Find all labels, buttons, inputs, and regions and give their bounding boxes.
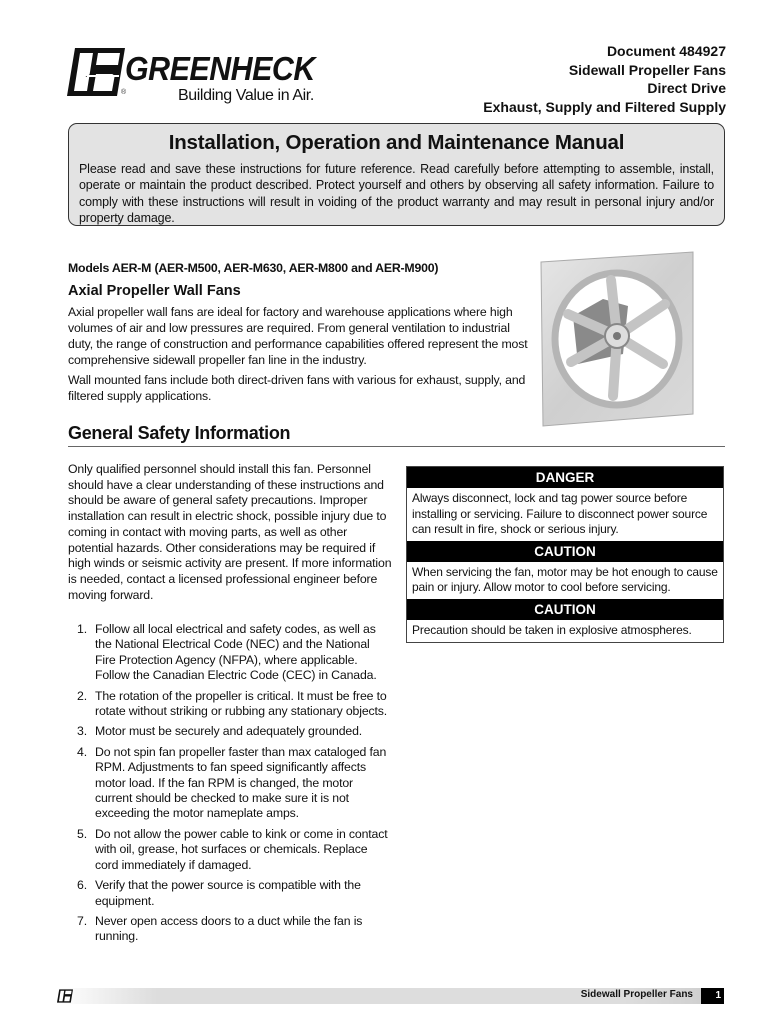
drive-type: Direct Drive (647, 80, 726, 96)
greenheck-logo (67, 46, 327, 108)
danger-header: DANGER (407, 467, 723, 488)
list-item: 6. Verify that the power source is compatible with the equipment. (77, 878, 361, 908)
caution-text: Precaution should be taken in explosive atmospheres. (407, 620, 723, 642)
axial-heading: Axial Propeller Wall Fans (68, 283, 241, 299)
list-item: 7. Never open access doors to a duct while the fan is running. (77, 913, 363, 944)
list-item: 2. The rotation of the propeller is critical. It must be free to rotate without striking or rubbing any stationary objects. (77, 688, 388, 719)
list-item: 4. Do not spin fan propeller faster than max cataloged fan RPM. Adjustments to fan speed significantly affects motor load. If the fan RPM is changed, the motor current should be checked to make sure it is not exceeding the motor nameplate amps. (77, 744, 387, 821)
footer-title: Sidewall Propeller Fans (580, 989, 693, 1000)
registered-mark: ® (121, 89, 127, 96)
safety-rules-list (68, 622, 393, 950)
page-number: 1 (701, 988, 724, 1004)
brand-tagline: Building Value in Air. (178, 87, 314, 104)
warning-box (406, 466, 724, 643)
wall-fan-image (533, 244, 713, 429)
applications: Exhaust, Supply and Filtered Supply (483, 98, 726, 115)
caution-header: CAUTION (407, 599, 723, 620)
axial-paragraph: Wall mounted fans include both direct-driven fans with various for exhaust, supply, and filtered supply applications. (68, 373, 526, 403)
brand-name: GREENHECK (125, 50, 315, 87)
safety-heading: General Safety Information (68, 423, 725, 447)
safety-intro: Only qualified personnel should install this fan. Personnel should have a clear understanding of these instructions and should be aware of general safety precautions. Improper installation can result in electric shock, possible injury due to coming in contact with moving parts, as well as other potential hazards. Other considerations may be required if high winds or seismic activity are present. If more information is needed, contact a licensed professional engineer before moving forward. (68, 462, 392, 602)
document-meta (483, 42, 726, 116)
document-number: Document 484927 (606, 43, 726, 59)
danger-text: Always disconnect, lock and tag power source before installing or servicing. Failure to disconnect power source can result in fire, shock or serious injury. (407, 488, 723, 541)
caution-header: CAUTION (407, 541, 723, 562)
product-line: Sidewall Propeller Fans (568, 61, 726, 78)
manual-title-box (68, 123, 725, 226)
manual-title: Installation, Operation and Maintenance Manual (168, 131, 625, 154)
axial-description (68, 304, 528, 408)
greenheck-footer-logo-icon (57, 988, 73, 1004)
page-footer (57, 988, 724, 1004)
manual-notice: Please read and save these instructions for future reference. Read carefully before attempting to assemble, install, operate or maintain the product described. Protect yourself and others by observing all safety information. Failure to comply with these instructions will result in voiding of the product warranty and may result in personal injury and/or property damage. (79, 162, 714, 226)
list-item: 3. Motor must be securely and adequately grounded. (77, 724, 363, 739)
greenheck-logo-mark-icon (67, 48, 125, 96)
models-line: Models AER-M (AER-M500, AER-M630, AER-M800 and AER-M900) (68, 261, 439, 275)
list-item: 5. Do not allow the power cable to kink or come in contact with oil, grease, hot surfaces or chemicals. Replace cord immediately if damaged. (77, 826, 388, 872)
axial-paragraph: Axial propeller wall fans are ideal for factory and warehouse applications where high volumes of air and low pressures are required. From general ventilation to industrial duty, the range of construction and performance capabilities offered represent the most comprehensive sidewall propeller fan line in the industry. (68, 305, 528, 367)
list-item: 1. Follow all local electrical and safety codes, as well as the National Electrical Code (NEC) and the National Fire Protection Agency (NFPA), where applicable. Follow the Canadian Electric Code (CEC) in Canada. (77, 622, 377, 683)
caution-text: When servicing the fan, motor may be hot enough to cause pain or injury. Allow motor to cool before servicing. (407, 562, 723, 599)
